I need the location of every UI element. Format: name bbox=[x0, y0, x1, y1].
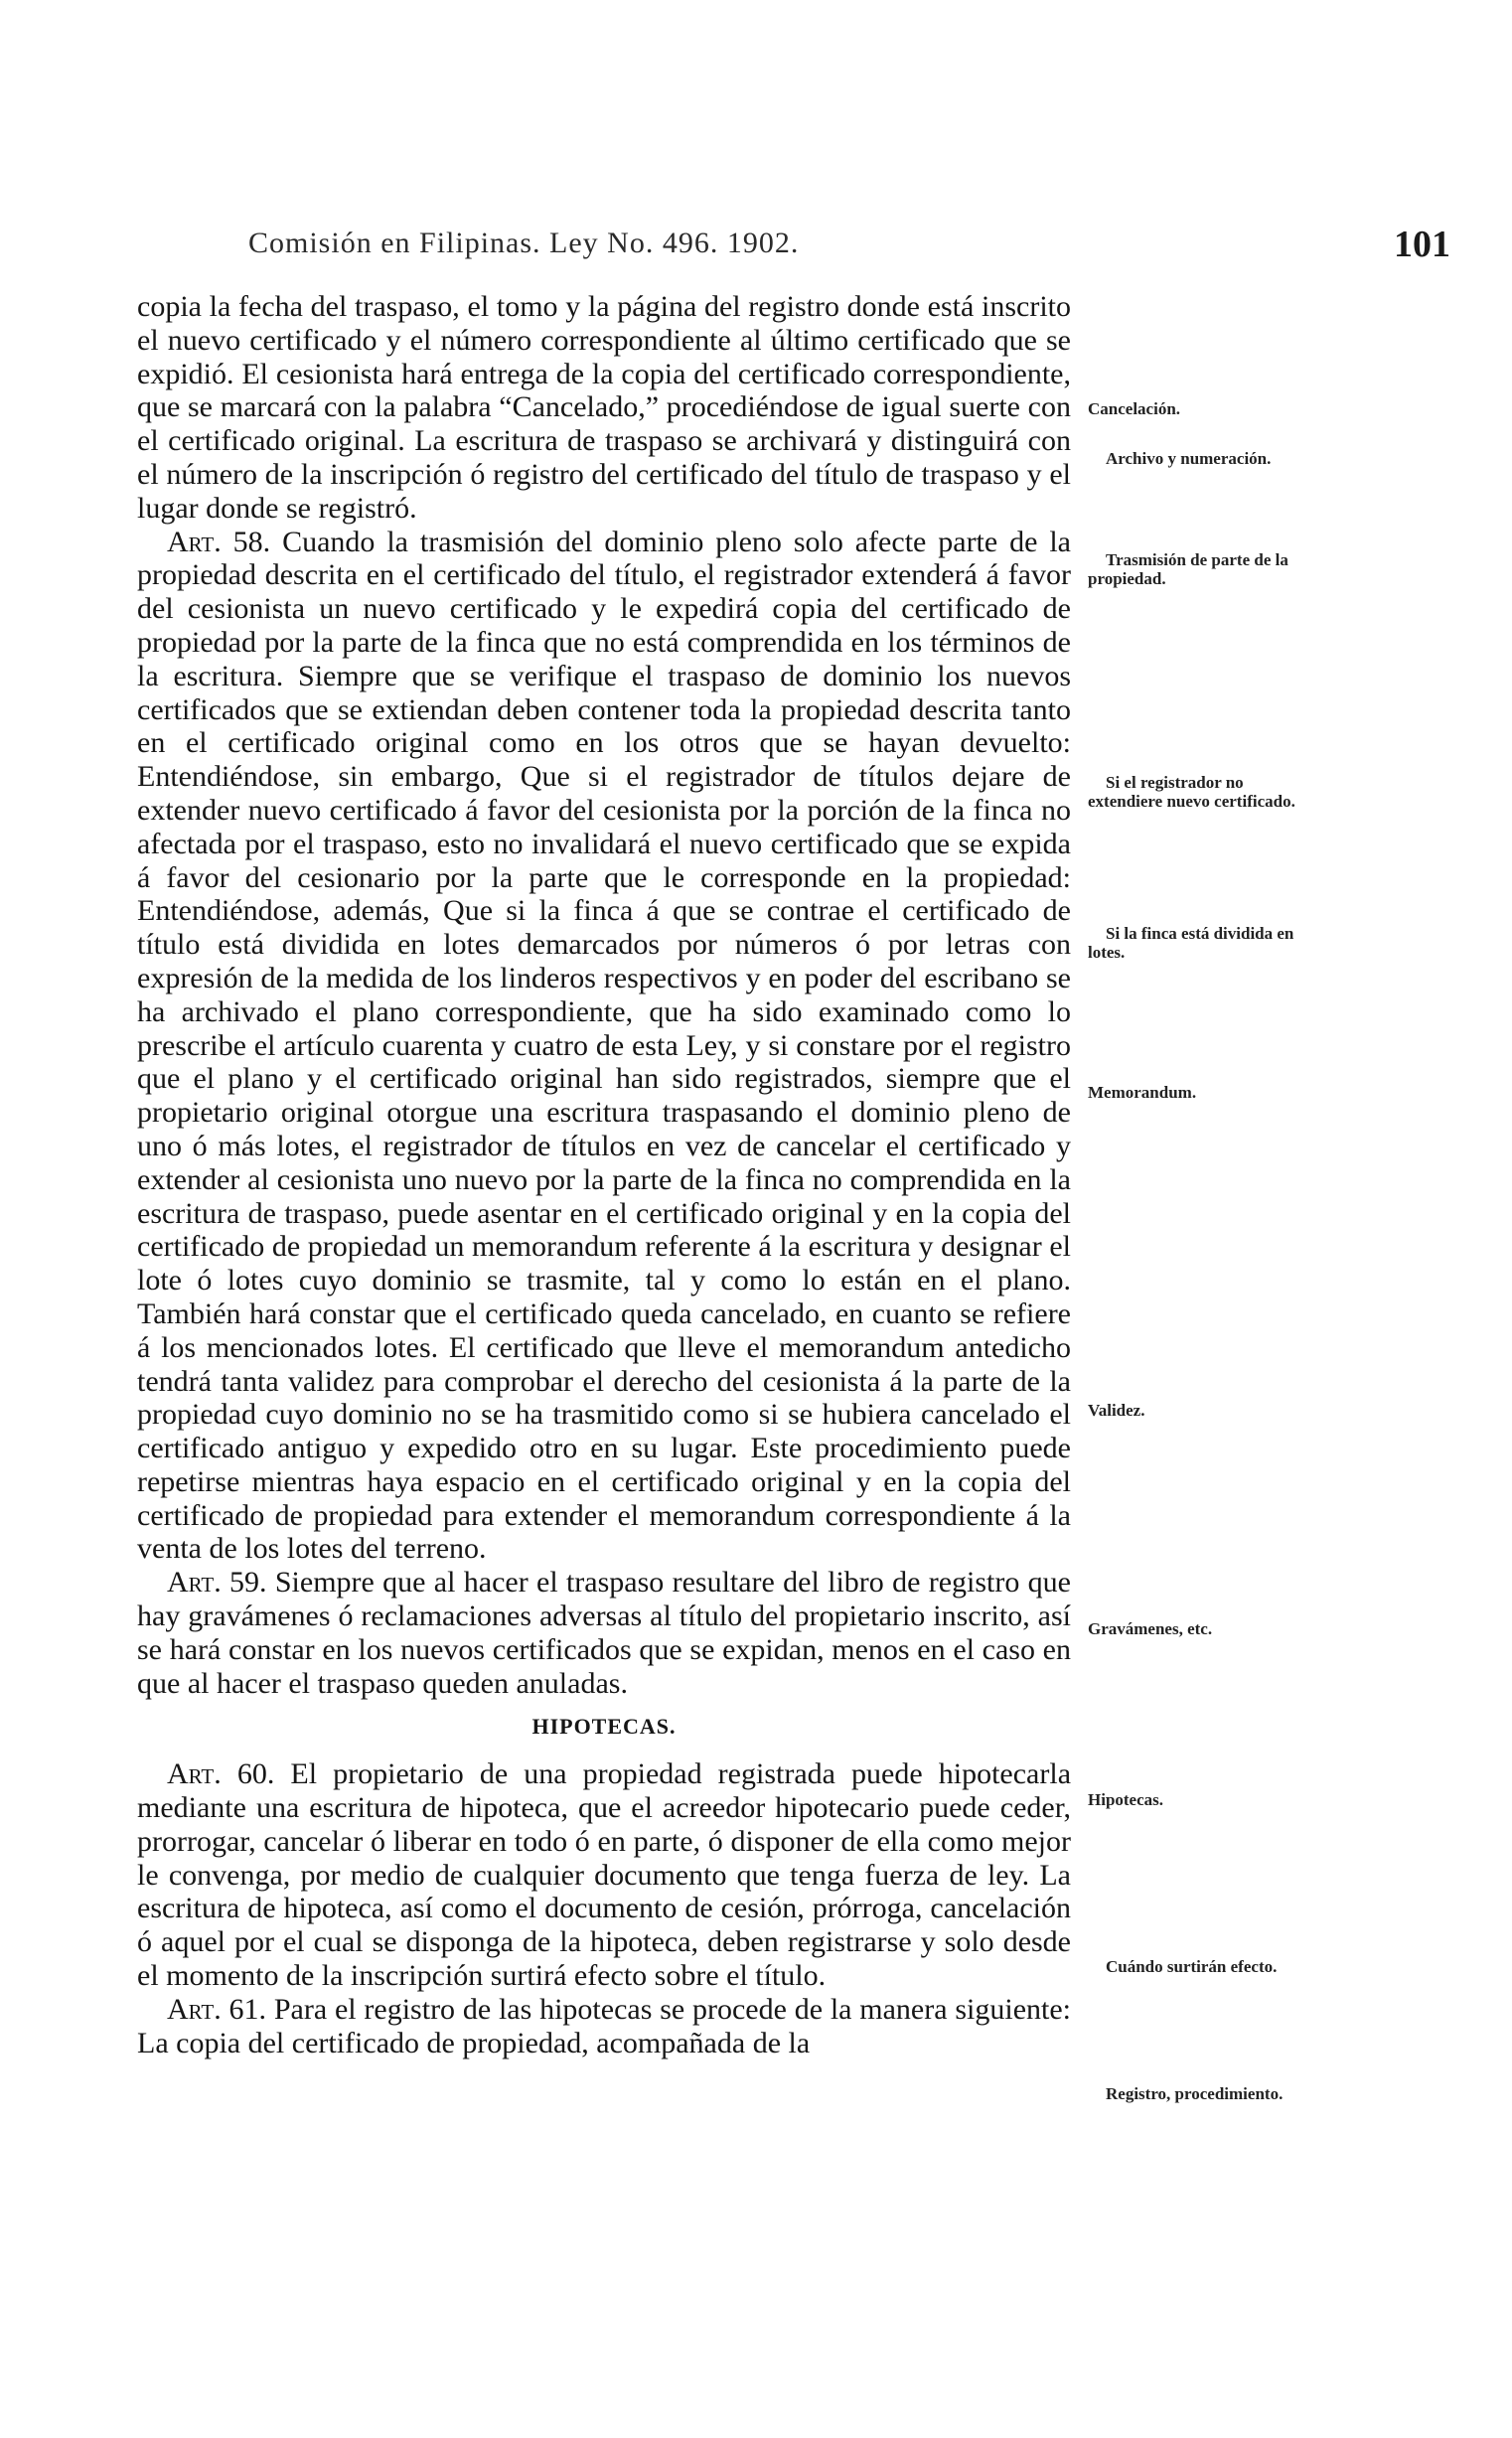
body-text bbox=[137, 290, 1071, 2059]
margin-note: Registro, procedimiento. bbox=[1106, 2084, 1284, 2103]
article-label: Art. 59. bbox=[167, 1566, 267, 1600]
margin-notes bbox=[1088, 0, 1321, 2438]
article-text: Para el registro de las hipotecas se procede de la manera siguiente: La copia del certificado de propiedad, acompañada de la bbox=[137, 1992, 1072, 2059]
page-number: 101 bbox=[1394, 224, 1450, 265]
margin-note: Si la finca está dividida en lotes. bbox=[1088, 924, 1294, 962]
margin-note: Memorandum. bbox=[1088, 1083, 1197, 1102]
article-text: Siempre que al hacer el traspaso resultare del libro de registro que hay gravámenes ó reclamaciones adversas al título del propietario inscrito, así se hará constar en los nuevos certificados que se expidan, menos en el caso en que al hacer el traspaso queden anuladas. bbox=[137, 1566, 1071, 1700]
article-label: Art. 60. bbox=[167, 1757, 275, 1791]
margin-note: Cuándo surtirán efecto. bbox=[1106, 1957, 1278, 1976]
margin-note: Archivo y numeración. bbox=[1106, 449, 1272, 468]
article-label: Art. 58. bbox=[167, 525, 271, 558]
article-60 bbox=[137, 1757, 1071, 1993]
article-label: Art. 61. bbox=[167, 1992, 267, 2026]
margin-note: Validez. bbox=[1088, 1401, 1145, 1420]
article-58 bbox=[137, 526, 1071, 1567]
article-61 bbox=[137, 1993, 1071, 2060]
margin-note: Si el registrador no extendiere nuevo certificado. bbox=[1088, 773, 1295, 811]
margin-note: Trasmisión de parte de la propiedad. bbox=[1088, 550, 1288, 588]
margin-note: Cancelación. bbox=[1088, 399, 1181, 418]
article-text: El propietario de una propiedad registrada puede hipotecarla mediante una escritura de hipoteca, que el acreedor hipotecario puede ceder, prorrogar, cancelar ó liberar en todo ó en parte, ó disponer de ella como mejor le convenga, por medio de cualquier documento que tenga fuerza de ley. La escritura de hipoteca, así como el documento de cesión, prórroga, cancelación ó aquel por el cual se disponga de la hipoteca, deben registrarse y solo desde el momento de la inscripción surtirá efecto sobre el título. bbox=[137, 1757, 1072, 1993]
margin-note: Hipotecas. bbox=[1088, 1790, 1164, 1809]
paragraph-continuation: copia la fecha del traspaso, el tomo y la página del registro donde está inscrito el nuevo certificado y el número correspondiente al último certificado que se expidió. El cesionista hará entrega de la copia del certificado correspondiente, que se marcará con la palabra “Cancelado,” procediéndose de igual suerte con el certificado original. La escritura de traspaso se archivará y distinguirá con el número de la inscripción ó registro del certificado del título de traspaso y el lugar donde se registró. bbox=[137, 290, 1071, 525]
running-head: Comisión en Filipinas. Ley No. 496. 1902. bbox=[248, 227, 800, 259]
article-text: Cuando la trasmisión del dominio pleno solo afecte parte de la propiedad descrita en el certificado del título, el registrador extenderá á favor del cesionista un nuevo certificado y le expedirá copia del certificado de propiedad por la parte de la finca que no está comprendida en los términos de la escritura. Siempre que se verifique el traspaso de dominio los nuevos certificados que se extiendan deben contener toda la propiedad descrita tanto en el certificado original como en los otros que se hayan devuelto: Entendiéndose, sin embargo, Que si el registrador de títulos dejare de extender nuevo certificado á favor del cesionista por la porción de la finca no afectada por el traspaso, esto no invalidará el nuevo certificado que se expida á favor del cesionario por la parte que le corresponde en la propiedad: Entendiéndose, además, Que si la finca á que se contrae el certificado de título está dividida en lotes demarcados por números ó por letras con expresión de la medida de los linderos respectivos y en poder del escribano se ha archivado el plano correspondiente, que ha sido examinado como lo prescribe el artículo cuarenta y cuatro de esta Ley, y si constare por el registro que el plano y el certificado original han sido registrados, siempre que el propietario original otorgue una escritura traspasando el dominio pleno de uno ó más lotes, el registrador de títulos en vez de cancelar el certificado y extender al cesionista uno nuevo por la parte de la finca no comprendida en la escritura de traspaso, puede asentar en el certificado original y en la copia del certificado de propiedad un memorandum referente á la escritura y designar el lote ó lotes cuyo dominio se trasmite, tal y como lo están en el plano. También hará constar que el certificado queda cancelado, en cuanto se refiere á los mencionados lotes. El certificado que lleve el memorandum antedicho tendrá tanta validez para comprobar el derecho del cesionista á la parte de la propiedad cuyo dominio no se ha trasmitido como si se hubiera cancelado el certificado antiguo y expedido otro en su lugar. Este procedimiento puede repetirse mientras haya espacio en el certificado original y en la copia del certificado de propiedad para extender el memorandum correspondiente á la venta de los lotes del terreno. bbox=[137, 525, 1072, 1566]
section-heading: HIPOTECAS. bbox=[531, 1714, 677, 1740]
margin-note: Gravámenes, etc. bbox=[1088, 1619, 1213, 1638]
article-59 bbox=[137, 1566, 1071, 1700]
